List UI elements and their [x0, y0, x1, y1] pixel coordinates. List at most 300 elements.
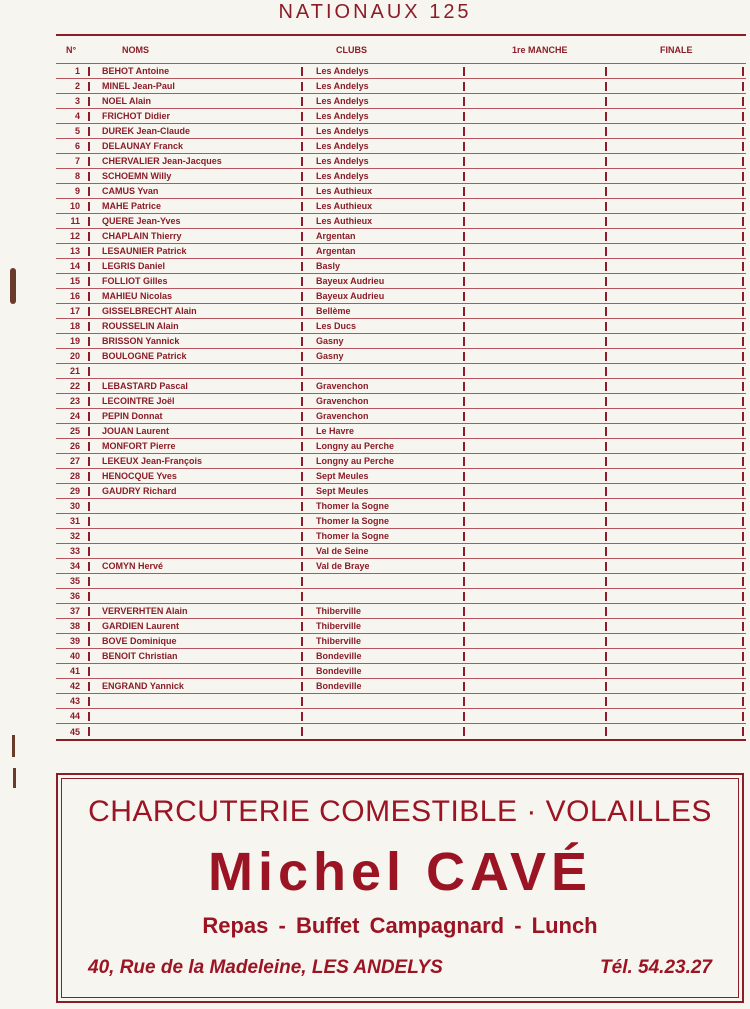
column-tick	[605, 532, 607, 541]
column-tick	[742, 547, 744, 556]
row-number: 21	[69, 366, 80, 376]
staple-mark	[12, 735, 15, 757]
club-name: Gravenchon	[316, 381, 369, 391]
row-number: 40	[69, 651, 80, 661]
column-tick	[463, 457, 465, 466]
column-tick	[605, 592, 607, 601]
column-tick	[742, 412, 744, 421]
column-tick	[605, 577, 607, 586]
header-manche: 1re MANCHE	[512, 44, 568, 55]
ad-tagline: CHARCUTERIE COMESTIBLE · VOLAILLES	[88, 795, 712, 828]
row-number: 19	[69, 336, 80, 346]
table-row	[56, 604, 746, 619]
row-number: 30	[69, 501, 80, 511]
table-row	[56, 364, 746, 379]
column-tick	[88, 442, 90, 451]
column-tick	[301, 562, 303, 571]
column-tick	[742, 727, 744, 736]
column-tick	[463, 472, 465, 481]
column-tick	[463, 247, 465, 256]
column-tick	[88, 532, 90, 541]
column-tick	[463, 727, 465, 736]
club-name: Thiberville	[316, 606, 362, 616]
row-number: 8	[74, 171, 80, 181]
table-row	[56, 559, 746, 574]
ad-services: Repas - Buffet Campagnard - Lunch	[202, 913, 598, 938]
column-tick	[605, 397, 607, 406]
row-number: 12	[69, 231, 80, 241]
table-row	[56, 184, 746, 199]
table-row	[56, 619, 746, 634]
column-tick	[301, 157, 303, 166]
column-tick	[88, 172, 90, 181]
column-tick	[301, 172, 303, 181]
column-tick	[88, 217, 90, 226]
row-number: 26	[69, 441, 80, 451]
column-tick	[301, 277, 303, 286]
column-tick	[605, 172, 607, 181]
header-club: CLUBS	[336, 44, 367, 55]
row-number: 9	[74, 186, 80, 196]
row-number: 18	[69, 321, 80, 331]
table-header	[56, 36, 746, 64]
column-tick	[88, 232, 90, 241]
table-row	[56, 634, 746, 649]
table-row	[56, 484, 746, 499]
column-tick	[301, 517, 303, 526]
row-number: 16	[69, 291, 80, 301]
club-name: Sept Meules	[316, 471, 369, 481]
column-tick	[742, 667, 744, 676]
table-row	[56, 259, 746, 274]
column-tick	[605, 322, 607, 331]
column-tick	[742, 247, 744, 256]
column-tick	[742, 322, 744, 331]
rider-name: CHERVALIER Jean-Jacques	[102, 156, 222, 166]
club-name: Gravenchon	[316, 396, 369, 406]
row-number: 24	[69, 411, 80, 421]
rider-name: VERVERHTEN Alain	[102, 606, 188, 616]
column-tick	[605, 187, 607, 196]
club-name: Thiberville	[316, 636, 362, 646]
table-row	[56, 349, 746, 364]
table-row	[56, 679, 746, 694]
header-finale: FINALE	[660, 44, 693, 55]
rider-name: PEPIN Donnat	[102, 411, 163, 421]
column-tick	[88, 412, 90, 421]
column-tick	[463, 682, 465, 691]
table-row	[56, 424, 746, 439]
column-tick	[88, 127, 90, 136]
column-tick	[605, 67, 607, 76]
column-tick	[605, 727, 607, 736]
club-name: Gravenchon	[316, 411, 369, 421]
column-tick	[88, 292, 90, 301]
table-row	[56, 94, 746, 109]
column-tick	[605, 367, 607, 376]
column-tick	[742, 712, 744, 721]
column-tick	[605, 127, 607, 136]
table-row	[56, 319, 746, 334]
column-tick	[463, 292, 465, 301]
column-tick	[742, 277, 744, 286]
table-row	[56, 724, 746, 739]
row-number: 11	[70, 216, 80, 226]
rider-name: LEKEUX Jean-François	[102, 456, 203, 466]
column-tick	[463, 562, 465, 571]
column-tick	[605, 502, 607, 511]
column-tick	[301, 307, 303, 316]
table-row	[56, 139, 746, 154]
column-tick	[88, 472, 90, 481]
rider-name: DUREK Jean-Claude	[102, 126, 191, 136]
table-row	[56, 154, 746, 169]
row-number: 29	[69, 486, 80, 496]
column-tick	[463, 262, 465, 271]
row-number: 4	[74, 111, 80, 121]
column-tick	[301, 727, 303, 736]
column-tick	[301, 547, 303, 556]
page-title: NATIONAUX 125	[278, 1, 472, 23]
rider-name: FRICHOT Didier	[102, 111, 171, 121]
column-tick	[605, 142, 607, 151]
column-tick	[88, 667, 90, 676]
column-tick	[605, 82, 607, 91]
club-name: Les Andelys	[316, 96, 369, 106]
rider-name: ENGRAND Yannick	[102, 681, 184, 691]
column-tick	[463, 187, 465, 196]
column-tick	[742, 457, 744, 466]
column-tick	[605, 262, 607, 271]
row-number: 10	[69, 201, 80, 211]
column-tick	[605, 697, 607, 706]
column-tick	[463, 202, 465, 211]
column-tick	[742, 67, 744, 76]
column-tick	[463, 277, 465, 286]
column-tick	[301, 487, 303, 496]
column-tick	[301, 142, 303, 151]
row-number: 36	[69, 591, 80, 601]
row-number: 35	[69, 576, 80, 586]
rider-name: HENOCQUE Yves	[102, 471, 177, 481]
column-tick	[605, 337, 607, 346]
rider-name: CAMUS Yvan	[102, 186, 159, 196]
column-tick	[463, 712, 465, 721]
column-tick	[605, 157, 607, 166]
column-tick	[605, 232, 607, 241]
column-tick	[742, 262, 744, 271]
column-tick	[301, 427, 303, 436]
column-tick	[605, 472, 607, 481]
column-tick	[88, 262, 90, 271]
column-tick	[301, 262, 303, 271]
column-tick	[88, 67, 90, 76]
column-tick	[605, 352, 607, 361]
column-tick	[301, 637, 303, 646]
column-tick	[301, 97, 303, 106]
club-name: Bayeux Audrieu	[316, 276, 385, 286]
column-tick	[463, 217, 465, 226]
ad-phone: Tél. 54.23.27	[600, 957, 712, 978]
row-number: 28	[69, 471, 80, 481]
club-name: Bellème	[316, 306, 351, 316]
row-number: 32	[69, 531, 80, 541]
rider-name: FOLLIOT Gilles	[102, 276, 168, 286]
column-tick	[463, 142, 465, 151]
column-tick	[301, 472, 303, 481]
staple-mark	[13, 768, 16, 788]
column-tick	[742, 217, 744, 226]
rider-name: GAUDRY Richard	[102, 486, 177, 496]
rider-name: LESAUNIER Patrick	[102, 246, 187, 256]
column-tick	[301, 712, 303, 721]
column-tick	[463, 172, 465, 181]
table-row	[56, 574, 746, 589]
column-tick	[88, 352, 90, 361]
column-tick	[301, 592, 303, 601]
club-name: Les Authieux	[316, 201, 373, 211]
column-tick	[742, 112, 744, 121]
column-tick	[463, 157, 465, 166]
club-name: Les Andelys	[316, 156, 369, 166]
column-tick	[301, 457, 303, 466]
column-tick	[301, 322, 303, 331]
column-tick	[463, 592, 465, 601]
column-tick	[88, 502, 90, 511]
column-tick	[605, 607, 607, 616]
column-tick	[605, 97, 607, 106]
ad-business-name: Michel CAVÉ	[207, 842, 593, 902]
column-tick	[301, 67, 303, 76]
rider-name: SCHOEMN Willy	[102, 171, 172, 181]
column-tick	[605, 382, 607, 391]
column-tick	[742, 127, 744, 136]
column-tick	[742, 142, 744, 151]
column-tick	[301, 382, 303, 391]
column-tick	[301, 292, 303, 301]
club-name: Longny au Perche	[316, 441, 395, 451]
column-tick	[301, 532, 303, 541]
column-tick	[88, 427, 90, 436]
column-tick	[301, 502, 303, 511]
column-tick	[463, 67, 465, 76]
column-tick	[88, 337, 90, 346]
column-tick	[605, 217, 607, 226]
column-tick	[88, 187, 90, 196]
staple-mark	[10, 268, 16, 304]
column-tick	[463, 97, 465, 106]
column-tick	[605, 292, 607, 301]
column-tick	[742, 682, 744, 691]
table-row	[56, 334, 746, 349]
column-tick	[301, 112, 303, 121]
column-tick	[742, 367, 744, 376]
club-name: Argentan	[316, 231, 356, 241]
row-number: 15	[69, 276, 80, 286]
column-tick	[301, 652, 303, 661]
column-tick	[88, 652, 90, 661]
rider-name: GARDIEN Laurent	[102, 621, 180, 631]
column-tick	[742, 532, 744, 541]
table-row	[56, 499, 746, 514]
rider-name: LEBASTARD Pascal	[102, 381, 188, 391]
column-tick	[463, 667, 465, 676]
table-row	[56, 664, 746, 679]
row-number: 25	[69, 426, 80, 436]
rider-name: BRISSON Yannick	[102, 336, 180, 346]
table-row	[56, 229, 746, 244]
column-tick	[605, 652, 607, 661]
rider-name: BENOIT Christian	[102, 651, 178, 661]
rider-name: MAHE Patrice	[102, 201, 162, 211]
column-tick	[742, 487, 744, 496]
column-tick	[605, 412, 607, 421]
column-tick	[742, 97, 744, 106]
club-name: Bondeville	[316, 651, 362, 661]
column-tick	[605, 517, 607, 526]
column-tick	[301, 622, 303, 631]
column-tick	[742, 307, 744, 316]
column-tick	[301, 442, 303, 451]
column-tick	[742, 202, 744, 211]
column-tick	[301, 247, 303, 256]
table-row	[56, 64, 746, 79]
column-tick	[605, 562, 607, 571]
row-number: 22	[69, 381, 80, 391]
entry-table	[56, 34, 746, 741]
row-number: 14	[69, 261, 80, 271]
column-tick	[88, 202, 90, 211]
column-tick	[88, 457, 90, 466]
club-name: Val de Braye	[316, 561, 370, 571]
club-name: Gasny	[316, 336, 344, 346]
column-tick	[301, 397, 303, 406]
table-row	[56, 244, 746, 259]
column-tick	[88, 277, 90, 286]
row-number: 20	[69, 351, 80, 361]
column-tick	[463, 547, 465, 556]
club-name: Thomer la Sogne	[316, 531, 390, 541]
column-tick	[88, 397, 90, 406]
column-tick	[605, 487, 607, 496]
club-name: Gasny	[316, 351, 344, 361]
column-tick	[301, 202, 303, 211]
column-tick	[301, 577, 303, 586]
column-tick	[605, 247, 607, 256]
rider-name: BOVE Dominique	[102, 636, 177, 646]
column-tick	[301, 187, 303, 196]
table-row	[56, 514, 746, 529]
column-tick	[742, 637, 744, 646]
table-row	[56, 124, 746, 139]
club-name: Argentan	[316, 246, 356, 256]
column-tick	[742, 172, 744, 181]
club-name: Les Authieux	[316, 216, 373, 226]
column-tick	[463, 232, 465, 241]
table-row	[56, 214, 746, 229]
column-tick	[742, 592, 744, 601]
row-number: 44	[69, 711, 80, 721]
row-number: 33	[69, 546, 80, 556]
column-tick	[463, 397, 465, 406]
column-tick	[301, 352, 303, 361]
column-tick	[88, 382, 90, 391]
column-tick	[742, 607, 744, 616]
column-tick	[742, 622, 744, 631]
column-tick	[301, 697, 303, 706]
column-tick	[605, 667, 607, 676]
rider-name: BEHOT Antoine	[102, 66, 170, 76]
row-number: 34	[69, 561, 80, 571]
column-tick	[742, 397, 744, 406]
column-tick	[301, 682, 303, 691]
column-tick	[463, 382, 465, 391]
row-number: 38	[69, 621, 80, 631]
rider-name: COMYN Hervé	[102, 561, 164, 571]
table-row	[56, 289, 746, 304]
column-tick	[88, 487, 90, 496]
column-tick	[463, 607, 465, 616]
column-tick	[88, 577, 90, 586]
rider-name: BOULOGNE Patrick	[102, 351, 187, 361]
table-row	[56, 649, 746, 664]
table-row	[56, 109, 746, 124]
column-tick	[605, 457, 607, 466]
column-tick	[301, 667, 303, 676]
column-tick	[742, 472, 744, 481]
column-tick	[88, 607, 90, 616]
club-name: Val de Seine	[316, 546, 369, 556]
column-tick	[463, 352, 465, 361]
column-tick	[463, 442, 465, 451]
column-tick	[742, 292, 744, 301]
row-number: 7	[74, 156, 80, 166]
club-name: Les Andelys	[316, 141, 369, 151]
column-tick	[742, 652, 744, 661]
club-name: Sept Meules	[316, 486, 369, 496]
column-tick	[605, 682, 607, 691]
advertisement	[56, 773, 744, 1003]
rider-name: LECOINTRE Joël	[102, 396, 175, 406]
club-name: Thiberville	[316, 621, 362, 631]
table-row	[56, 79, 746, 94]
column-tick	[88, 637, 90, 646]
column-tick	[605, 112, 607, 121]
table-body	[56, 64, 746, 739]
column-tick	[88, 712, 90, 721]
row-number: 31	[69, 516, 80, 526]
column-tick	[742, 427, 744, 436]
rider-name: QUERE Jean-Yves	[102, 216, 181, 226]
club-name: Thomer la Sogne	[316, 501, 390, 511]
column-tick	[463, 112, 465, 121]
column-tick	[463, 487, 465, 496]
club-name: Les Authieux	[316, 186, 373, 196]
column-tick	[742, 577, 744, 586]
row-number: 17	[69, 306, 80, 316]
row-number: 45	[69, 726, 80, 737]
row-number: 43	[69, 696, 80, 706]
column-tick	[463, 532, 465, 541]
table-row	[56, 304, 746, 319]
club-name: Les Ducs	[316, 321, 357, 331]
column-tick	[301, 127, 303, 136]
table-row	[56, 274, 746, 289]
column-tick	[88, 247, 90, 256]
row-number: 3	[74, 96, 80, 106]
row-number: 23	[69, 396, 80, 406]
column-tick	[605, 637, 607, 646]
